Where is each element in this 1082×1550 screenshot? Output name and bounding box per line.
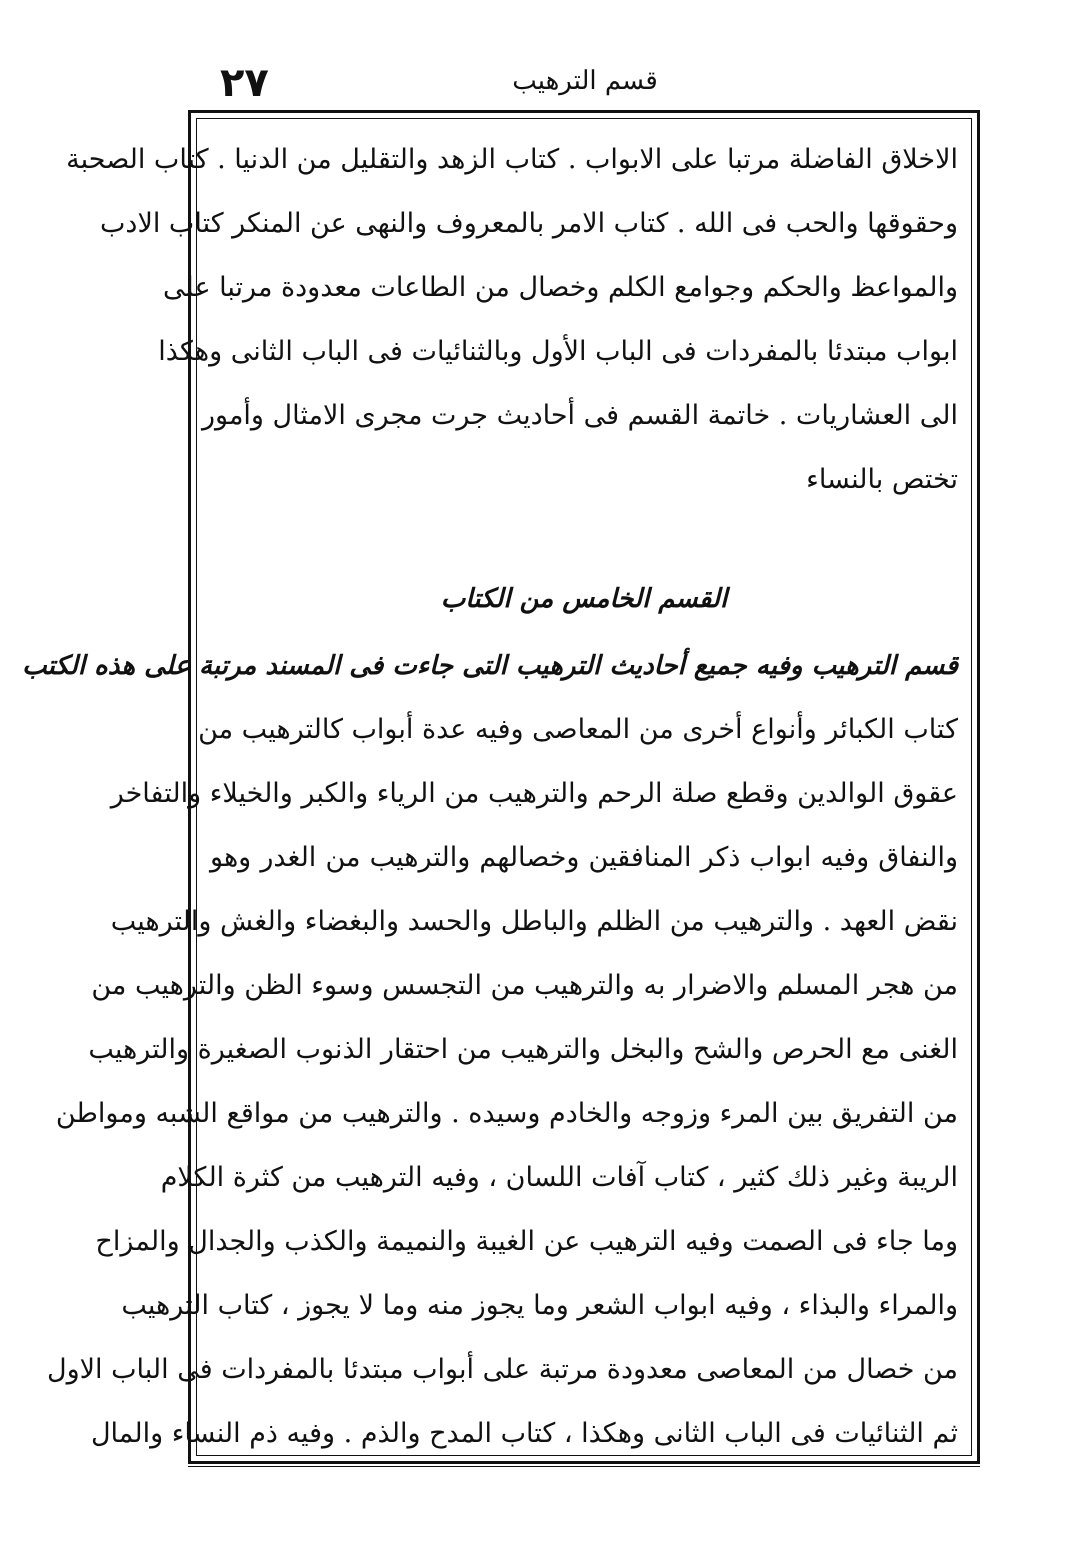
page-header: [190, 60, 980, 110]
text-line: عقوق الوالدين وقطع صلة الرحم والترهيب من الرياء والكبر والخيلاء والتفاخر: [110, 778, 958, 809]
text-line: الاخلاق الفاضلة مرتبا على الابواب . كتاب الزهد والتقليل من الدنيا . كتاب الصحبة: [66, 144, 958, 175]
text-line: الى العشاريات . خاتمة القسم فى أحاديث جرت مجرى الامثال وأمور: [201, 400, 958, 431]
text-line: من التفريق بين المرء وزوجه والخادم وسيده . والترهيب من مواقع الشبه ومواطن: [55, 1098, 958, 1129]
text-line: كتاب الكبائر وأنواع أخرى من المعاصى وفيه عدة أبواب كالترهيب من: [198, 714, 958, 745]
text-line: وما جاء فى الصمت وفيه الترهيب عن الغيبة والنميمة والكذب والجدال والمزاح: [95, 1226, 958, 1257]
text-line: تختص بالنساء: [806, 464, 958, 495]
section-gap: [210, 512, 958, 564]
running-title: قسم الترهيب: [512, 66, 658, 96]
text-line: والمراء والبذاء ، وفيه ابواب الشعر وما يجوز منه وما لا يجوز ، كتاب الترهيب: [121, 1290, 958, 1321]
page-number: ٢٧: [220, 60, 269, 106]
bottom-rule: [188, 1466, 980, 1467]
text-line: ابواب مبتدئا بالمفردات فى الباب الأول وبالثنائيات فى الباب الثانى وهكذا: [158, 336, 958, 367]
text-line: الغنى مع الحرص والشح والبخل والترهيب من احتقار الذنوب الصغيرة والترهيب: [88, 1034, 958, 1065]
page-body: [22, 128, 958, 1449]
text-line: نقض العهد . والترهيب من الظلم والباطل والحسد والبغضاء والغش والترهيب: [110, 906, 958, 937]
section-heading: القسم الخامس من الكتاب: [440, 584, 728, 614]
text-line: والنفاق وفيه ابواب ذكر المنافقين وخصالهم والترهيب من الغدر وهو: [210, 842, 958, 873]
paragraph-1: [66, 128, 958, 512]
paragraph-2: [46, 698, 958, 1466]
text-line: وحقوقها والحب فى الله . كتاب الامر بالمعروف والنهى عن المنكر كتاب الادب: [100, 208, 958, 239]
text-line: والمواعظ والحكم وجوامع الكلم وخصال من الطاعات معدودة مرتبا على: [163, 272, 958, 303]
text-line: من هجر المسلم والاضرار به والترهيب من التجسس وسوء الظن والترهيب من: [91, 970, 958, 1001]
text-line: ثم الثنائيات فى الباب الثانى وهكذا ، كتاب المدح والذم . وفيه ذم النساء والمال: [90, 1418, 958, 1449]
text-line: الريبة وغير ذلك كثير ، كتاب آفات اللسان ، وفيه الترهيب من كثرة الكلام: [160, 1162, 958, 1193]
text-line: من خصال من المعاصى معدودة مرتبة على أبواب مبتدئا بالمفردات فى الباب الاول: [46, 1354, 958, 1385]
section-intro: قسم الترهيب وفيه جميع أحاديث الترهيب التى جاءت فى المسند مرتبة على هذه الكتب: [22, 651, 958, 681]
